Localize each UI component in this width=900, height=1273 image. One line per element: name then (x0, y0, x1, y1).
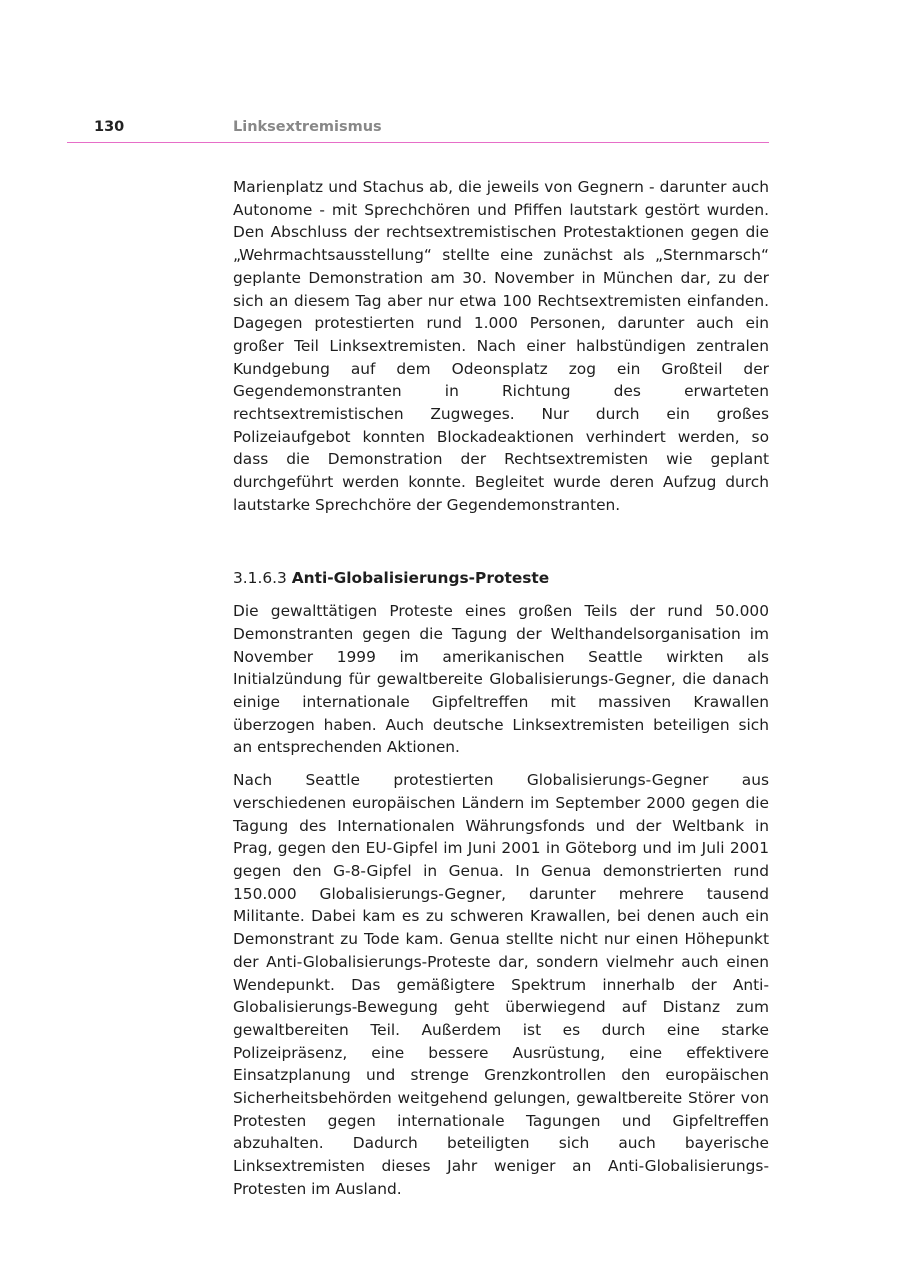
section-number: 3.1.6.3 (233, 568, 287, 587)
paragraph-seattle: Die gewalttätigen Proteste eines großen Teils der rund 50.000 Demonstranten gegen die Tagung der Welthandelsorganisation im November 1999 im amerikanischen Seattle wirkten als Initialzündung für gewaltbereite Globalisierungs-Gegner, die danach einige internationale Gipfeltreffen mit massiven Krawallen überzogen haben. Auch deutsche Linksextremisten beteiligen sich an entsprechenden Aktionen. (233, 602, 769, 757)
page-header (67, 116, 769, 143)
section-heading (233, 567, 769, 590)
running-title: Linksextremismus (233, 119, 382, 135)
paragraph-continuation: Marienplatz und Stachus ab, die jeweils von Gegnern - darunter auch Autonome - mit Sprechchören und Pfiffen lautstark gestört wurden. Den Abschluss der rechtsextremistischen Protestaktionen gegen die „Wehrmachtsausstellung“ stellte eine zunächst als „Sternmarsch“ geplante Demonstration am 30. November in München dar, zu der sich an diesem Tag aber nur etwa 100 Rechtsextremisten einfanden. Dagegen protestierten rund 1.000 Personen, darunter auch ein großer Teil Linksextremisten. Nach einer halbstündigen zentralen Kundgebung auf dem Odeonsplatz zog ein Großteil der Gegendemonstranten in Richtung des erwarteten rechtsextremistischen Zugweges. Nur durch ein großes Polizeiaufgebot konnten Blockadeaktionen verhindert werden, so dass die Demonstration der Rechtsextremisten wie geplant durchgeführt werden konnte. Begleitet wurde deren Aufzug durch lautstarke Sprechchöre der Gegendemonstranten. (233, 178, 769, 514)
section-title: Anti-Globalisierungs-Proteste (291, 568, 550, 587)
page-number: 130 (94, 119, 125, 135)
main-content (233, 176, 769, 1201)
paragraph-after-seattle: Nach Seattle protestierten Globalisierungs-Gegner aus verschiedenen europäischen Ländern im September 2000 gegen die Tagung des Internationalen Währungsfonds und der Weltbank in Prag, gegen den EU-Gipfel im Juni 2001 in Göteborg und im Juli 2001 gegen den G-8-Gipfel in Genua. In Genua demonstrierten rund 150.000 Globalisierungs-Gegner, darunter mehrere tausend Militante. Dabei kam es zu schweren Krawallen, bei denen auch ein Demonstrant zu Tode kam. Genua stellte nicht nur einen Höhepunkt der Anti-Globalisierungs-Proteste dar, sondern vielmehr auch einen Wendepunkt. Das gemäßigtere Spektrum innerhalb der Anti-Globalisierungs-Bewegung geht überwiegend auf Distanz zum gewaltbereiten Teil. Außerdem ist es durch eine starke Polizeipräsenz, eine bessere Ausrüstung, eine effektivere Einsatzplanung und strenge Grenzkontrollen den europäischen Sicherheitsbehörden weitgehend gelungen, gewaltbereite Störer von Protesten gegen internationale Tagungen und Gipfeltreffen abzuhalten. Dadurch beteiligten sich auch bayerische Linksextremisten dieses Jahr weniger an Anti-Globalisierungs-Protesten im Ausland. (233, 771, 769, 1198)
